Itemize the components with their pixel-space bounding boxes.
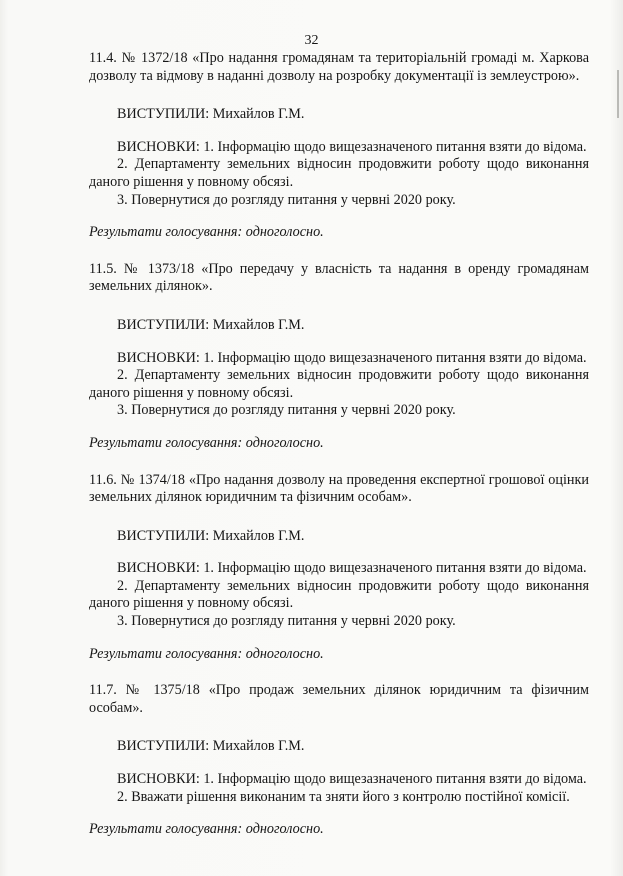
agenda-item [89,682,589,839]
page-number: 32 [304,33,319,48]
agenda-item-title: 11.7. № 1375/18 «Про продаж земельних ділянок юридичним та фізичним особам». [89,682,589,716]
conclusions [89,560,589,630]
voting-result: Результати голосування: одноголосно. [89,645,324,662]
conclusion-2: 2. Департаменту земельних відносин продовжити роботу щодо виконання даного рішення у повному обсязі. [89,577,589,612]
document-body [89,50,589,858]
conclusion-3: 3. Повернутися до розгляду питання у червні 2020 року. [117,191,456,208]
conclusions [89,139,589,209]
conclusion-2: 2. Вважати рішення виконаним та зняти його з контролю постійної комісії. [117,788,570,805]
speakers-line: ВИСТУПИЛИ: Михайлов Г.М. [117,316,305,333]
agenda-item [89,472,589,664]
conclusion-2: 2. Департаменту земельних відносин продовжити роботу щодо виконання даного рішення у повному обсязі. [89,367,589,401]
voting-result: Результати голосування: одноголосно. [89,434,324,451]
agenda-item [89,261,589,453]
agenda-item-title: 11.5. № 1373/18 «Про передачу у власність та надання в оренду громадянам земельних ділянок». [89,260,589,295]
voting-result: Результати голосування: одноголосно. [89,821,324,838]
conclusion-1: ВИСНОВКИ: 1. Інформацію щодо вищезазначеного питання взяти до відома. [117,349,587,366]
conclusion-3: 3. Повернутися до розгляду питання у червні 2020 року. [117,402,456,419]
speakers-line: ВИСТУПИЛИ: Михайлов Г.М. [117,106,305,123]
agenda-item-title: 11.6. № 1374/18 «Про надання дозволу на проведення експертної грошової оцінки земельних ділянок юридичним та фізичним особам». [89,471,589,506]
conclusion-3: 3. Повернутися до розгляду питання у червні 2020 року. [117,613,456,630]
conclusion-2: 2. Департаменту земельних відносин продовжити роботу щодо виконання даного рішення у повному обсязі. [89,156,589,190]
scan-edge-mark [617,70,619,118]
conclusion-1: ВИСНОВКИ: 1. Інформацію щодо вищезазначеного питання взяти до відома. [117,771,587,788]
speakers-line: ВИСТУПИЛИ: Михайлов Г.М. [117,738,305,755]
conclusion-1: ВИСНОВКИ: 1. Інформацію щодо вищезазначеного питання взяти до відома. [117,138,587,155]
agenda-item [89,50,589,242]
conclusions [89,350,589,420]
speakers-line: ВИСТУПИЛИ: Михайлов Г.М. [117,527,305,544]
conclusions [89,771,589,806]
voting-result: Результати голосування: одноголосно. [89,224,324,241]
agenda-item-title: 11.4. № 1372/18 «Про надання громадянам та територіальній громаді м. Харкова дозволу та відмову в наданні дозволу на розробку документації із землеустрою». [89,50,589,84]
conclusion-1: ВИСНОВКИ: 1. Інформацію щодо вищезазначеного питання взяти до відома. [117,560,587,577]
